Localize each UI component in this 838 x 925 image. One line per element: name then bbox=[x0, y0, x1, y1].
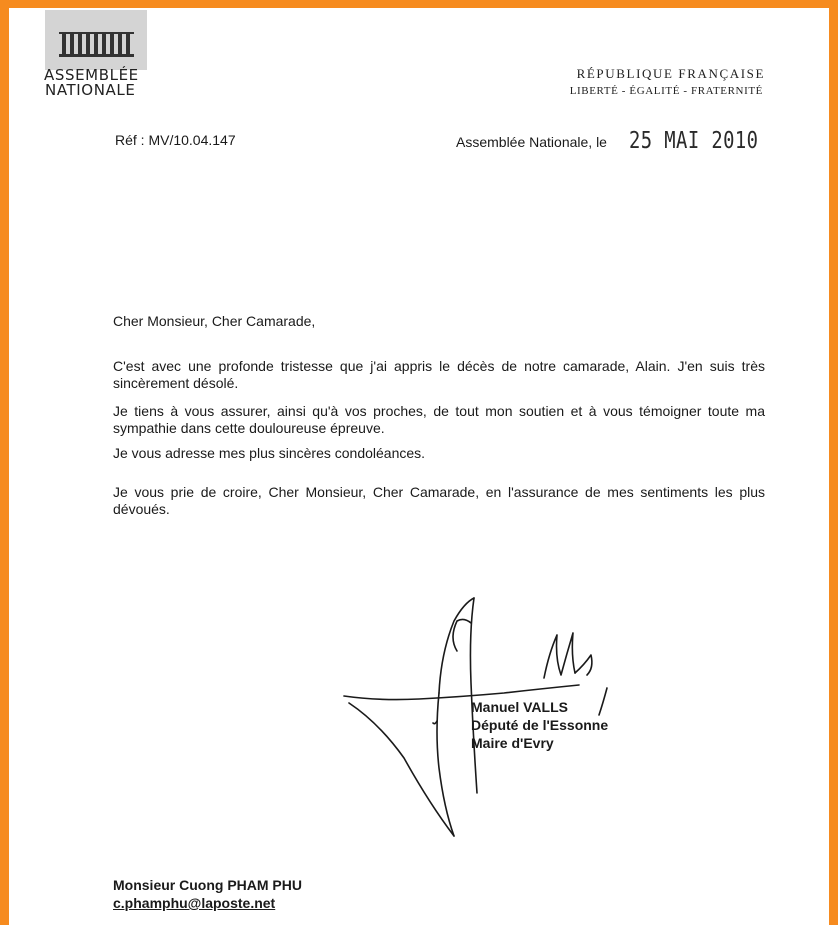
recipient-email-link[interactable]: c.phamphu@laposte.net bbox=[113, 895, 276, 911]
recipient-name: Monsieur Cuong PHAM PHU bbox=[113, 877, 302, 893]
signatory-title-deputy: Député de l'Essonne bbox=[471, 717, 609, 733]
letter-page bbox=[9, 8, 829, 925]
republic-motto: LIBERTÉ - ÉGALITÉ - FRATERNITÉ bbox=[569, 85, 763, 97]
paragraph: Je vous adresse mes plus sincères condoléances. bbox=[113, 445, 426, 461]
signatory-title-mayor: Maire d'Evry bbox=[471, 735, 554, 751]
paragraph: C'est avec une profonde tristesse que j'ai appris le décès de notre camarade, Alain. J'en suis très sincèrement désolé. bbox=[113, 358, 765, 391]
signatory-name: Manuel VALLS bbox=[471, 699, 568, 715]
date-place: Assemblée Nationale, le bbox=[456, 134, 607, 150]
assemblee-nationale-logo bbox=[45, 10, 147, 70]
paragraph: Je vous prie de croire, Cher Monsieur, Cher Camarade, en l'assurance de mes sentiments les plus dévoués. bbox=[113, 484, 765, 517]
date-stamp: 25 MAI 2010 bbox=[629, 128, 759, 154]
reference-number: Réf : MV/10.04.147 bbox=[115, 132, 236, 148]
republic-title: RÉPUBLIQUE FRANÇAISE bbox=[576, 66, 765, 81]
logo-text-line2: NATIONALE bbox=[45, 81, 136, 99]
paragraph: Je tiens à vous assurer, ainsi qu'à vos proches, de tout mon soutien et à vous témoigner toute ma sympathie dans cette douloureuse épreuve. bbox=[113, 403, 765, 436]
salutation: Cher Monsieur, Cher Camarade, bbox=[113, 313, 316, 329]
logo-text-line1: ASSEMBLÉE bbox=[44, 66, 139, 84]
